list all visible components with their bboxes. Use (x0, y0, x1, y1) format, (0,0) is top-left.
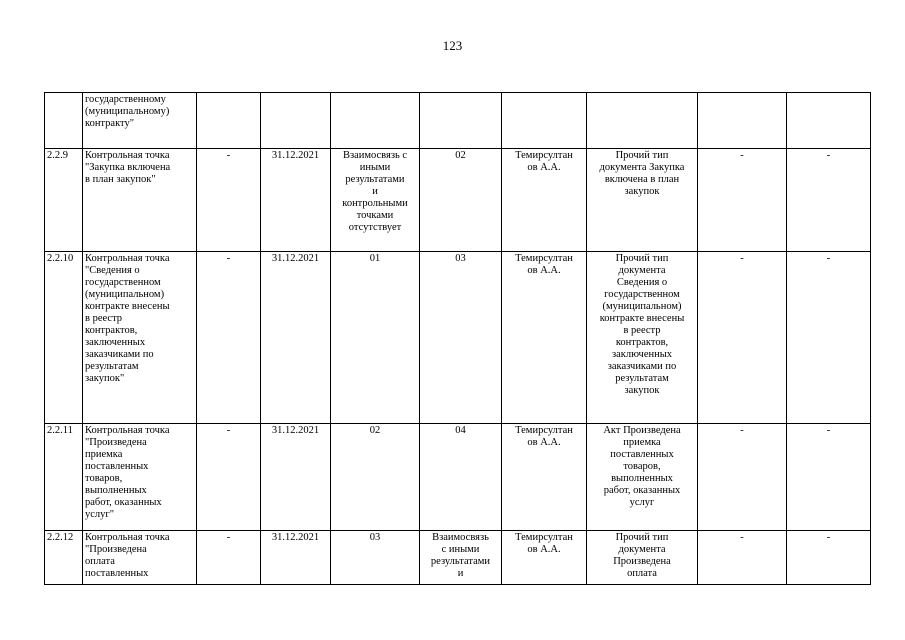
cell-responsible: Темирсултан ов А.А. (502, 149, 587, 252)
cell-previous: - (197, 252, 261, 424)
control-point-name: Контрольная точка "Закупка включена в план закупок" (83, 149, 197, 252)
cell-date: 31.12.2021 (261, 252, 331, 424)
cell-extra-2: - (787, 252, 871, 424)
cell-extra-1: - (698, 149, 787, 252)
cell-previous: - (197, 149, 261, 252)
cell-extra-1 (698, 93, 787, 149)
cell-extra-1: - (698, 424, 787, 531)
cell-document (587, 93, 698, 149)
cell-responsible: Темирсултан ов А.А. (502, 252, 587, 424)
row-number: 2.2.10 (45, 252, 83, 424)
cell-previous: - (197, 531, 261, 585)
cell-extra-2: - (787, 424, 871, 531)
cell-extra-2 (787, 93, 871, 149)
cell-extra-1: - (698, 531, 787, 585)
cell-responsible: Темирсултан ов А.А. (502, 531, 587, 585)
row-number (45, 93, 83, 149)
cell-predecessor: 02 (331, 424, 420, 531)
cell-extra-2: - (787, 149, 871, 252)
cell-responsible (502, 93, 587, 149)
cell-predecessor: 01 (331, 252, 420, 424)
cell-previous (197, 93, 261, 149)
cell-date (261, 93, 331, 149)
cell-predecessor: 03 (331, 531, 420, 585)
cell-successor: 03 (420, 252, 502, 424)
cell-responsible: Темирсултан ов А.А. (502, 424, 587, 531)
cell-successor: 04 (420, 424, 502, 531)
control-point-name: Контрольная точка "Произведена оплата поставленных (83, 531, 197, 585)
cell-extra-2: - (787, 531, 871, 585)
cell-document: Акт Произведена приемка поставленных товаров, выполненных работ, оказанных услуг (587, 424, 698, 531)
row-number: 2.2.9 (45, 149, 83, 252)
cell-date: 31.12.2021 (261, 149, 331, 252)
cell-date: 31.12.2021 (261, 424, 331, 531)
page-number: 123 (442, 38, 463, 53)
table-row (45, 149, 871, 252)
cell-document: Прочий тип документа Произведена оплата (587, 531, 698, 585)
row-number: 2.2.12 (45, 531, 83, 585)
cell-successor: 02 (420, 149, 502, 252)
control-points-table (44, 92, 871, 585)
cell-document: Прочий тип документа Сведения о государственном (муниципальном) контракте внесены в реестр контрактов, заключенных заказчиками по результатам закупок (587, 252, 698, 424)
row-number: 2.2.11 (45, 424, 83, 531)
cell-successor: Взаимосвязь с иными результатами и (420, 531, 502, 585)
cell-document: Прочий тип документа Закупка включена в план закупок (587, 149, 698, 252)
table-row (45, 531, 871, 585)
control-point-name: государственному (муниципальному) контракту" (83, 93, 197, 149)
table-row (45, 424, 871, 531)
control-point-name: Контрольная точка "Сведения о государственном (муниципальном) контракте внесены в реестр контрактов, заключенных заказчиками по результатам закупок" (83, 252, 197, 424)
control-point-name: Контрольная точка "Произведена приемка поставленных товаров, выполненных работ, оказанных услуг" (83, 424, 197, 531)
cell-predecessor (331, 93, 420, 149)
cell-successor (420, 93, 502, 149)
cell-date: 31.12.2021 (261, 531, 331, 585)
table-row (45, 93, 871, 149)
cell-previous: - (197, 424, 261, 531)
table-row (45, 252, 871, 424)
cell-extra-1: - (698, 252, 787, 424)
cell-predecessor: Взаимосвязь с иными результатами и контрольными точками отсутствует (331, 149, 420, 252)
